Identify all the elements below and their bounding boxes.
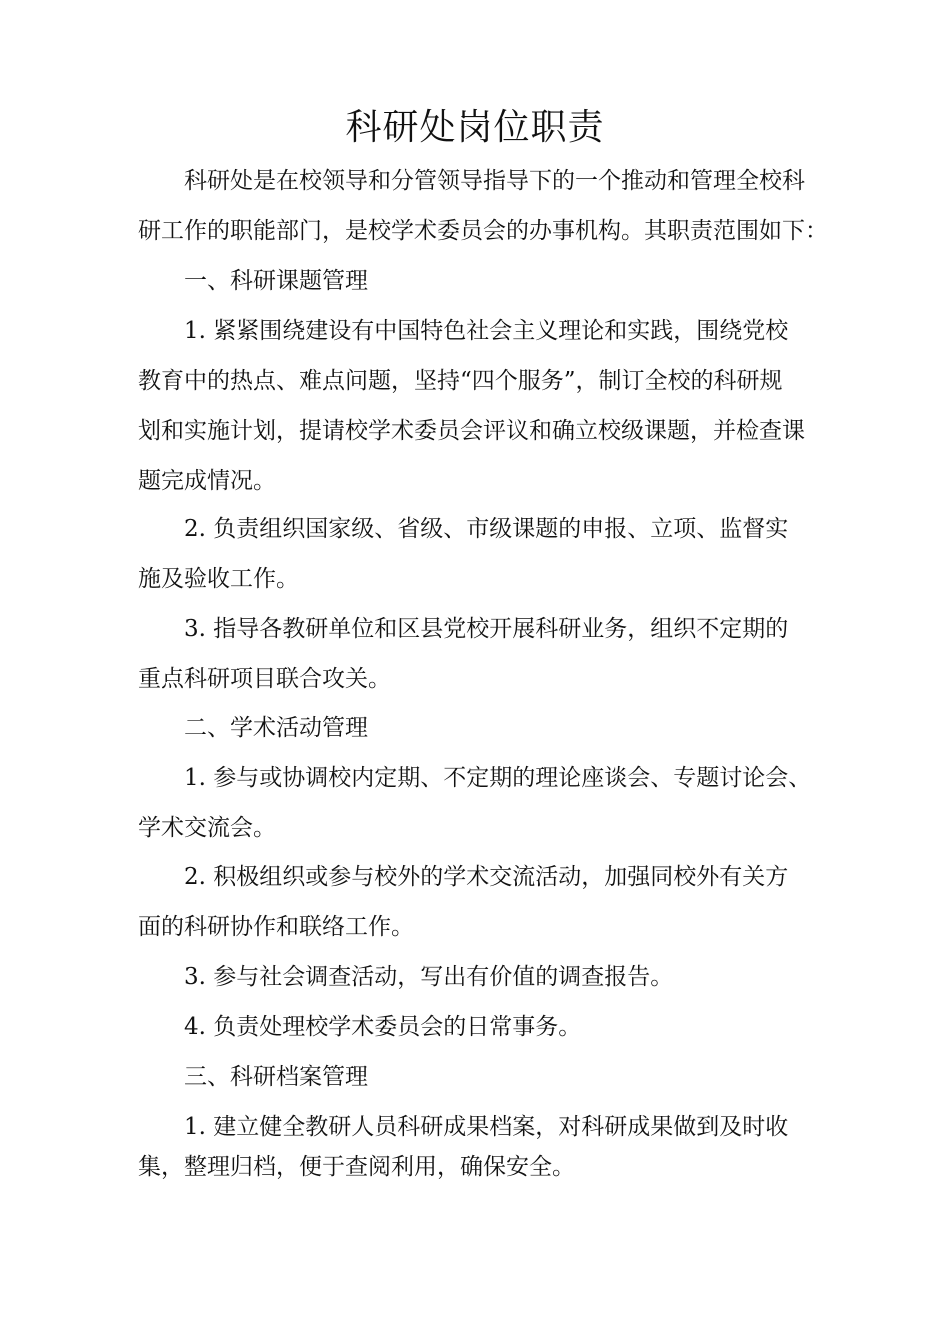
- paragraph-line: 集，整理归档，便于查阅利用，确保安全。: [138, 1154, 575, 1180]
- section-heading-text: 三、科研档案管理: [184, 1064, 368, 1090]
- list-item: [138, 306, 828, 506]
- paragraph-line: 题完成情况。: [138, 468, 276, 494]
- paragraph-line: 2. 积极组织或参与校外的学术交流活动，加强同校外有关方: [184, 864, 789, 890]
- list-item: [138, 952, 828, 1002]
- paragraph-line: 4. 负责处理校学术委员会的日常事务。: [184, 1014, 582, 1040]
- paragraph-line: 划和实施计划，提请校学术委员会评议和确立校级课题，并检查课: [138, 418, 805, 444]
- paragraph-line: 教育中的热点、难点问题，坚持“四个服务”，制订全校的科研规: [138, 368, 783, 394]
- section-heading-text: 一、科研课题管理: [184, 268, 368, 294]
- paragraph-line: 科研处是在校领导和分管领导指导下的一个推动和管理全校科: [184, 168, 805, 194]
- paragraph-line: 3. 指导各教研单位和区县党校开展科研业务，组织不定期的: [184, 616, 789, 642]
- list-item: [138, 504, 828, 604]
- list-item: [138, 1002, 828, 1052]
- list-item: [138, 753, 828, 853]
- paragraph-line: 研工作的职能部门，是校学术委员会的办事机构。其职责范围如下：: [138, 218, 828, 244]
- section-heading-text: 二、学术活动管理: [184, 715, 368, 741]
- section-heading-research-projects: [138, 256, 828, 306]
- section-heading-academic-activities: [138, 703, 828, 753]
- paragraph-line: 3. 参与社会调查活动，写出有价值的调查报告。: [184, 964, 674, 990]
- intro-paragraph: [138, 156, 828, 256]
- document-title: 科研处岗位职责: [345, 107, 605, 148]
- paragraph-line: 重点科研项目联合攻关。: [138, 666, 391, 692]
- paragraph-line: 1. 紧紧围绕建设有中国特色社会主义理论和实践，围绕党校: [184, 318, 789, 344]
- list-item: [138, 852, 828, 952]
- list-item: [138, 1102, 828, 1182]
- paragraph-line: 2. 负责组织国家级、省级、市级课题的申报、立项、监督实: [184, 516, 789, 542]
- section-heading-research-archives: [138, 1052, 828, 1102]
- paragraph-line: 1. 参与或协调校内定期、不定期的理论座谈会、专题讨论会、: [184, 765, 812, 791]
- paragraph-line: 施及验收工作。: [138, 566, 299, 592]
- list-item: [138, 604, 828, 704]
- paragraph-line: 学术交流会。: [138, 815, 276, 841]
- paragraph-line: 1. 建立健全教研人员科研成果档案，对科研成果做到及时收: [184, 1114, 789, 1140]
- paragraph-line: 面的科研协作和联络工作。: [138, 914, 414, 940]
